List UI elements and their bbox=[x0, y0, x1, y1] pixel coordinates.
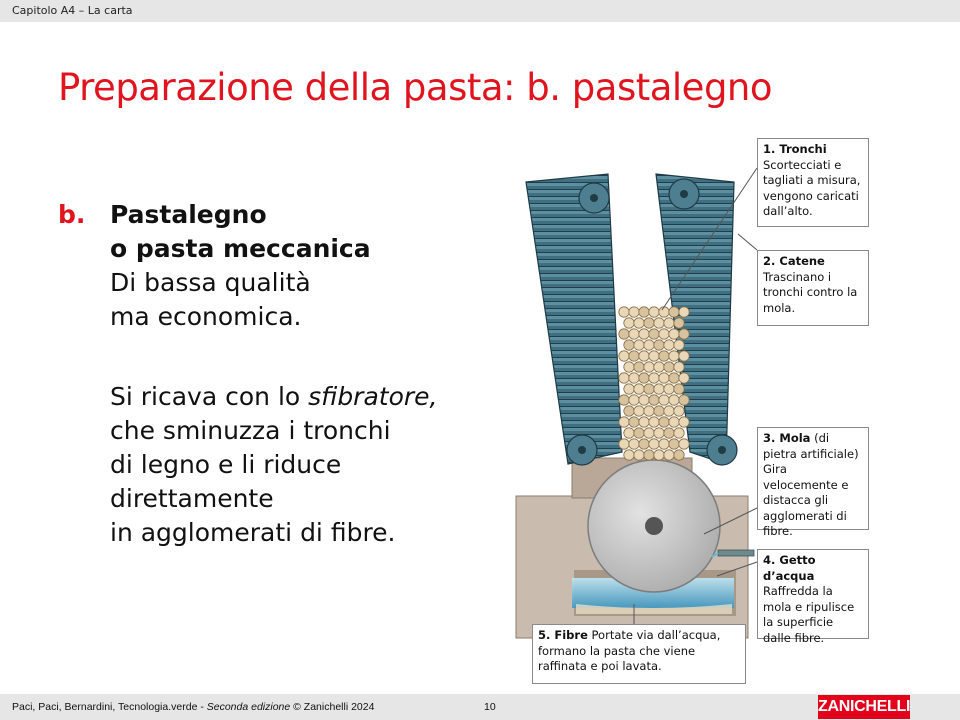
log-end bbox=[649, 307, 659, 317]
log-end bbox=[654, 362, 664, 372]
log-end bbox=[624, 384, 634, 394]
log-end bbox=[664, 340, 674, 350]
log-end bbox=[644, 450, 654, 460]
callout-fibre-text: Portate via dall’acqua, formano la pasta che viene raffinata e poi lavata. bbox=[538, 628, 721, 673]
callout-catene-title: 2. Catene bbox=[763, 254, 825, 268]
log-end bbox=[624, 450, 634, 460]
log-end bbox=[654, 384, 664, 394]
grinding-stone bbox=[588, 460, 720, 592]
log-end bbox=[664, 362, 674, 372]
list-letter: b. bbox=[58, 200, 86, 229]
log-end bbox=[659, 373, 669, 383]
log-end bbox=[669, 417, 679, 427]
log-end bbox=[659, 395, 669, 405]
log-end bbox=[619, 395, 629, 405]
log-end bbox=[679, 351, 689, 361]
log-end bbox=[669, 439, 679, 449]
slide-title: Preparazione della pasta: b. pastalegno bbox=[58, 66, 773, 109]
log-end bbox=[654, 450, 664, 460]
callout-mola-title: 3. Mola bbox=[763, 431, 811, 445]
log-end bbox=[619, 307, 629, 317]
log-end bbox=[669, 351, 679, 361]
callout-fibre-title: 5. Fibre bbox=[538, 628, 588, 642]
log-end bbox=[639, 373, 649, 383]
log-end bbox=[649, 351, 659, 361]
log-end bbox=[624, 428, 634, 438]
log-end bbox=[669, 373, 679, 383]
log-end bbox=[664, 406, 674, 416]
publisher-logo: ZANICHELLI bbox=[818, 695, 910, 719]
callout-fibre bbox=[532, 624, 746, 684]
log-end bbox=[629, 373, 639, 383]
log-end bbox=[659, 439, 669, 449]
log-end bbox=[634, 450, 644, 460]
log-end bbox=[639, 351, 649, 361]
callout-mola bbox=[757, 427, 869, 538]
log-end bbox=[624, 340, 634, 350]
log-end bbox=[624, 362, 634, 372]
log-end bbox=[629, 439, 639, 449]
log-end bbox=[674, 450, 684, 460]
page-number: 10 bbox=[484, 701, 496, 713]
callout-tronchi-title: 1. Tronchi bbox=[763, 142, 827, 156]
log-end bbox=[679, 329, 689, 339]
paragraph-gap bbox=[110, 334, 438, 380]
log-end bbox=[629, 395, 639, 405]
log-end bbox=[649, 373, 659, 383]
callout-getto bbox=[757, 549, 869, 645]
log-end bbox=[654, 406, 664, 416]
log-end bbox=[654, 318, 664, 328]
log-end bbox=[649, 417, 659, 427]
log-end bbox=[624, 406, 634, 416]
log-end bbox=[634, 340, 644, 350]
log-end bbox=[654, 340, 664, 350]
log-end bbox=[619, 373, 629, 383]
callout-tronchi bbox=[757, 138, 869, 227]
log-end bbox=[644, 362, 654, 372]
body-line-5 bbox=[110, 380, 438, 414]
heading-line-1: Pastalegno bbox=[110, 200, 267, 229]
water-jet bbox=[712, 550, 754, 557]
log-end bbox=[644, 384, 654, 394]
log-end bbox=[679, 373, 689, 383]
log-end bbox=[649, 395, 659, 405]
log-end bbox=[629, 351, 639, 361]
log-end bbox=[619, 439, 629, 449]
log-end bbox=[679, 307, 689, 317]
log-end bbox=[664, 450, 674, 460]
log-end bbox=[649, 329, 659, 339]
body-line-8: direttamente bbox=[110, 484, 274, 513]
body-line-3: Di bassa qualità bbox=[110, 268, 311, 297]
body-line-5-text: Si ricava con lo bbox=[110, 382, 309, 411]
log-end bbox=[624, 318, 634, 328]
callout-getto-title: 4. Getto d’acqua bbox=[763, 553, 816, 583]
left-chain bbox=[526, 174, 622, 465]
log-end bbox=[639, 307, 649, 317]
log-end bbox=[629, 417, 639, 427]
log-end bbox=[659, 417, 669, 427]
log-end bbox=[669, 307, 679, 317]
log-end bbox=[634, 384, 644, 394]
body-line-9: in agglomerati di fibre. bbox=[110, 518, 396, 547]
body-lines bbox=[110, 198, 438, 550]
log-end bbox=[649, 439, 659, 449]
body-line-5-term: sfibratore, bbox=[308, 382, 438, 411]
log-end bbox=[629, 307, 639, 317]
log-end bbox=[629, 329, 639, 339]
credit-authors: Paci, Paci, Bernardini, Tecnologia.verde - bbox=[12, 701, 207, 713]
log-end bbox=[679, 417, 689, 427]
body-line-6: che sminuzza i tronchi bbox=[110, 416, 391, 445]
log-end bbox=[619, 417, 629, 427]
log-end bbox=[619, 351, 629, 361]
log-end bbox=[639, 329, 649, 339]
log-end bbox=[664, 428, 674, 438]
heading-line-2: o pasta meccanica bbox=[110, 234, 371, 263]
log-end bbox=[634, 428, 644, 438]
log-end bbox=[674, 340, 684, 350]
callout-catene bbox=[757, 250, 869, 326]
log-end bbox=[669, 395, 679, 405]
log-end bbox=[644, 318, 654, 328]
log-end bbox=[659, 351, 669, 361]
log-end bbox=[634, 406, 644, 416]
log-end bbox=[654, 428, 664, 438]
log-end bbox=[674, 318, 684, 328]
credit-publisher: © Zanichelli 2024 bbox=[290, 701, 375, 713]
log-end bbox=[644, 428, 654, 438]
log-end bbox=[644, 340, 654, 350]
callout-getto-text: Raffredda la mola e ripulisce la superficie dalle fibre. bbox=[763, 584, 855, 645]
body-line-4: ma economica. bbox=[110, 302, 302, 331]
credit-edition: Seconda edizione bbox=[206, 701, 291, 713]
callout-tronchi-text: Scortecciati e tagliati a misura, vengono caricati dall’alto. bbox=[763, 157, 861, 218]
log-end bbox=[674, 406, 684, 416]
footer-credit bbox=[12, 701, 374, 713]
log-end bbox=[634, 362, 644, 372]
log-end bbox=[634, 318, 644, 328]
top-bar bbox=[0, 0, 960, 22]
log-end bbox=[639, 395, 649, 405]
log-end bbox=[679, 439, 689, 449]
callout-catene-text: Trascinano i tronchi contro la mola. bbox=[763, 269, 858, 315]
log-end bbox=[679, 395, 689, 405]
log-end bbox=[644, 406, 654, 416]
log-end bbox=[674, 428, 684, 438]
log-end bbox=[669, 329, 679, 339]
log-end bbox=[659, 307, 669, 317]
log-end bbox=[664, 384, 674, 394]
log-end bbox=[659, 329, 669, 339]
log-end bbox=[674, 384, 684, 394]
log-end bbox=[664, 318, 674, 328]
log-end bbox=[639, 417, 649, 427]
body-line-7: di legno e li riduce bbox=[110, 450, 342, 479]
log-end bbox=[619, 329, 629, 339]
log-end bbox=[639, 439, 649, 449]
log-end bbox=[674, 362, 684, 372]
callout-mola-text: (di pietra artificiale) Gira velocemente e distacca gli agglomerati di fibre. bbox=[763, 431, 859, 538]
chapter-label: Capitolo A4 – La carta bbox=[12, 4, 133, 17]
